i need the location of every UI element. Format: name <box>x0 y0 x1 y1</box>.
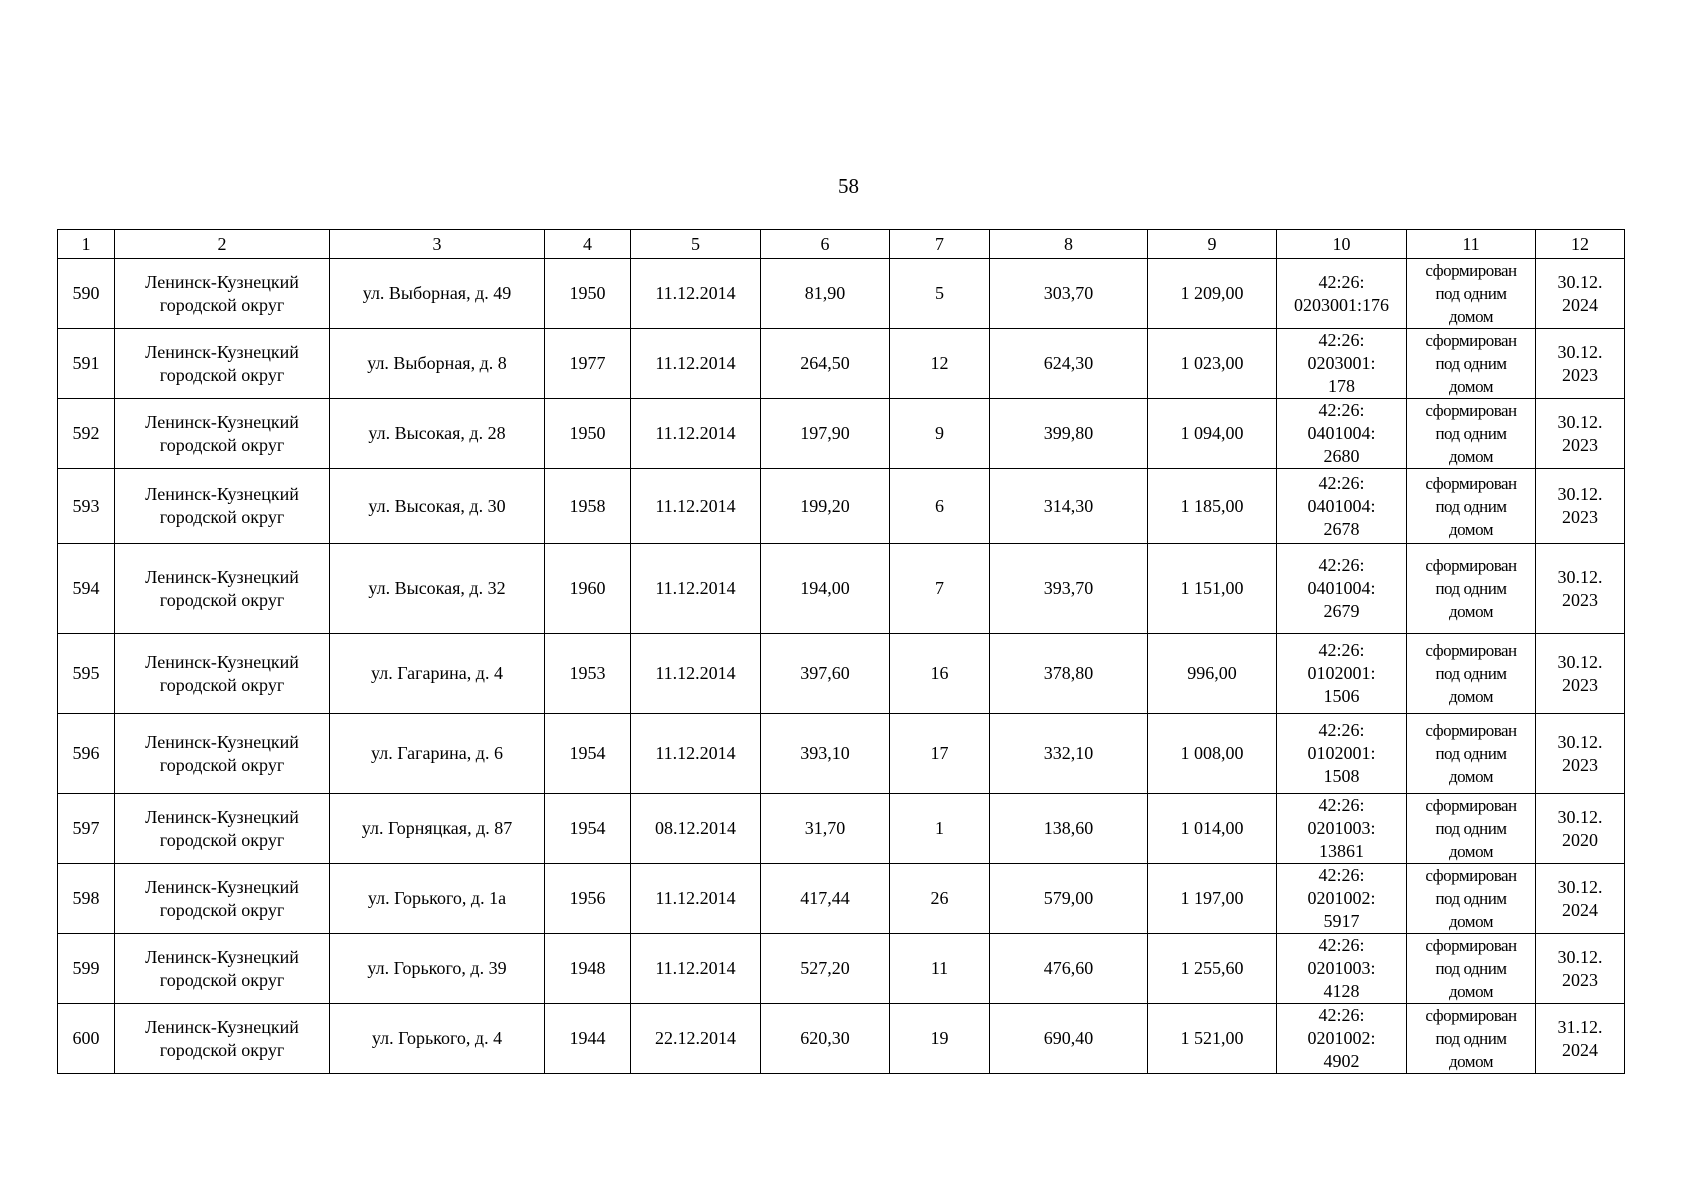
cell-year: 1977 <box>545 329 631 399</box>
cell-row-number: 598 <box>58 864 115 934</box>
cell-district <box>115 259 330 329</box>
cell-year: 1944 <box>545 1004 631 1074</box>
cell-cadastral-number-line: 42:26: <box>1318 935 1365 955</box>
cell-district-line: городской округ <box>159 294 285 315</box>
cell-col-8: 690,40 <box>990 1004 1148 1074</box>
cell-date: 11.12.2014 <box>631 469 761 544</box>
cell-col-7: 17 <box>890 714 990 794</box>
cell-cadastral-number <box>1277 934 1407 1004</box>
cell-status <box>1407 399 1536 469</box>
table-row <box>58 399 1625 469</box>
cell-year: 1953 <box>545 634 631 714</box>
cell-district <box>115 544 330 634</box>
cell-cadastral-number-line: 0201003: <box>1307 818 1376 838</box>
cell-deadline-line: 30.12. <box>1557 484 1603 504</box>
cell-district <box>115 634 330 714</box>
cell-deadline-line: 2023 <box>1562 364 1598 385</box>
cell-deadline-line: 30.12. <box>1557 341 1603 362</box>
cell-col-8: 314,30 <box>990 469 1148 544</box>
column-header-3: 3 <box>330 230 545 259</box>
cell-deadline-line: 30.12. <box>1557 566 1603 587</box>
page-number: 58 <box>838 174 859 198</box>
cell-row-number: 591 <box>58 329 115 399</box>
cell-row-number: 600 <box>58 1004 115 1074</box>
cell-row-number: 595 <box>58 634 115 714</box>
cell-status-line: сформирован <box>1425 936 1517 955</box>
cell-col-9: 1 094,00 <box>1148 399 1277 469</box>
cell-cadastral-number-line: 0201003: <box>1307 958 1376 978</box>
cell-deadline-line: 30.12. <box>1557 876 1603 897</box>
column-header-7: 7 <box>890 230 990 259</box>
cell-col-7: 5 <box>890 259 990 329</box>
cell-deadline <box>1536 714 1625 794</box>
cell-cadastral-number-line: 42:26: <box>1318 400 1365 420</box>
cell-status <box>1407 714 1536 794</box>
cell-district <box>115 329 330 399</box>
cell-col-9: 1 185,00 <box>1148 469 1277 544</box>
cell-status-line: под одним <box>1435 284 1507 303</box>
cell-cadastral-number-line: 2679 <box>1323 601 1360 621</box>
cell-deadline <box>1536 634 1625 714</box>
cell-district-line: Ленинск-Кузнецкий <box>145 411 299 432</box>
cell-district-line: Ленинск-Кузнецкий <box>145 876 299 897</box>
cell-deadline <box>1536 329 1625 399</box>
cell-cadastral-number <box>1277 399 1407 469</box>
cell-deadline <box>1536 794 1625 864</box>
table-row <box>58 1004 1625 1074</box>
cell-col-7: 12 <box>890 329 990 399</box>
cell-date: 11.12.2014 <box>631 259 761 329</box>
cell-district-line: городской округ <box>159 1039 285 1060</box>
cell-date: 11.12.2014 <box>631 329 761 399</box>
cell-status <box>1407 544 1536 634</box>
cell-district-line: городской округ <box>159 899 285 920</box>
cell-status-line: домом <box>1448 377 1494 396</box>
cell-status-line: под одним <box>1435 889 1507 908</box>
cell-status <box>1407 259 1536 329</box>
cell-status <box>1407 864 1536 934</box>
cell-cadastral-number <box>1277 1004 1407 1074</box>
cell-status-line: домом <box>1448 519 1494 539</box>
cell-col-9: 1 014,00 <box>1148 794 1277 864</box>
cell-deadline-line: 30.12. <box>1557 731 1603 752</box>
cell-status <box>1407 634 1536 714</box>
cell-address: ул. Горького, д. 39 <box>330 934 545 1004</box>
cell-district-line: городской округ <box>159 969 285 990</box>
cell-col-8: 138,60 <box>990 794 1148 864</box>
cell-col-9: 1 023,00 <box>1148 329 1277 399</box>
cell-district-line: Ленинск-Кузнецкий <box>145 341 299 362</box>
cell-district-line: городской округ <box>159 364 285 385</box>
cell-district-line: Ленинск-Кузнецкий <box>145 566 299 587</box>
cell-district-line: Ленинск-Кузнецкий <box>145 946 299 967</box>
cell-cadastral-number <box>1277 634 1407 714</box>
cell-col-9: 1 209,00 <box>1148 259 1277 329</box>
cell-cadastral-number-line: 0203001: <box>1307 353 1376 373</box>
cell-col-8: 332,10 <box>990 714 1148 794</box>
cell-row-number: 596 <box>58 714 115 794</box>
cell-district-line: городской округ <box>159 754 285 775</box>
cell-deadline-line: 2024 <box>1562 294 1598 315</box>
cell-col-7: 1 <box>890 794 990 864</box>
cell-cadastral-number <box>1277 794 1407 864</box>
cell-status-line: сформирован <box>1425 1006 1517 1025</box>
cell-status-line: под одним <box>1435 959 1507 978</box>
cell-col-7: 26 <box>890 864 990 934</box>
cell-col-9: 1 197,00 <box>1148 864 1277 934</box>
cell-cadastral-number-line: 4902 <box>1323 1051 1360 1071</box>
column-header-5: 5 <box>631 230 761 259</box>
cell-deadline-line: 2023 <box>1562 507 1598 527</box>
cell-deadline <box>1536 1004 1625 1074</box>
cell-status-line: под одним <box>1435 354 1507 373</box>
cell-col-7: 6 <box>890 469 990 544</box>
cell-cadastral-number-line: 42:26: <box>1318 555 1365 575</box>
cell-col-7: 11 <box>890 934 990 1004</box>
cell-status-line: сформирован <box>1425 401 1517 420</box>
cell-deadline-line: 30.12. <box>1557 271 1603 292</box>
cell-address: ул. Горького, д. 1а <box>330 864 545 934</box>
cell-status <box>1407 469 1536 544</box>
cell-status-line: домом <box>1448 687 1494 706</box>
table-row <box>58 469 1625 544</box>
column-header-1: 1 <box>58 230 115 259</box>
cell-district-line: городской округ <box>159 829 285 850</box>
cell-district <box>115 794 330 864</box>
cell-district-line: Ленинск-Кузнецкий <box>145 1016 299 1037</box>
cell-cadastral-number-line: 42:26: <box>1318 472 1365 493</box>
cell-deadline <box>1536 399 1625 469</box>
cell-district-line: Ленинск-Кузнецкий <box>145 651 299 672</box>
cell-deadline <box>1536 469 1625 544</box>
table-row <box>58 544 1625 634</box>
cell-status <box>1407 329 1536 399</box>
cell-district <box>115 864 330 934</box>
cell-status-line: домом <box>1448 912 1494 931</box>
cell-status-line: домом <box>1448 447 1494 466</box>
cell-deadline-line: 31.12. <box>1557 1016 1603 1037</box>
cell-col-8: 378,80 <box>990 634 1148 714</box>
cell-deadline-line: 2023 <box>1562 754 1598 775</box>
cell-col-8: 624,30 <box>990 329 1148 399</box>
table-row <box>58 794 1625 864</box>
table-row <box>58 934 1625 1004</box>
cell-status-line: под одним <box>1435 1029 1507 1048</box>
table-row <box>58 259 1625 329</box>
cell-col-6: 194,00 <box>761 544 890 634</box>
cell-date: 11.12.2014 <box>631 544 761 634</box>
cell-district <box>115 934 330 1004</box>
cell-col-8: 303,70 <box>990 259 1148 329</box>
cell-col-7: 19 <box>890 1004 990 1074</box>
cell-deadline-line: 2023 <box>1562 674 1598 695</box>
cell-cadastral-number <box>1277 469 1407 544</box>
registry-table <box>57 229 1625 1074</box>
cell-cadastral-number-line: 0201002: <box>1307 1028 1376 1048</box>
cell-cadastral-number-line: 5917 <box>1323 911 1360 931</box>
cell-deadline-line: 2023 <box>1562 969 1598 990</box>
cell-cadastral-number-line: 0401004: <box>1307 578 1376 598</box>
cell-cadastral-number-line: 2680 <box>1323 446 1360 466</box>
cell-address: ул. Высокая, д. 30 <box>330 469 545 544</box>
cell-col-6: 264,50 <box>761 329 890 399</box>
column-header-8: 8 <box>990 230 1148 259</box>
cell-col-8: 393,70 <box>990 544 1148 634</box>
cell-deadline <box>1536 864 1625 934</box>
cell-district-line: Ленинск-Кузнецкий <box>145 731 299 752</box>
cell-deadline-line: 2024 <box>1562 899 1598 920</box>
cell-date: 11.12.2014 <box>631 634 761 714</box>
cell-status-line: сформирован <box>1425 721 1517 740</box>
cell-status-line: под одним <box>1435 664 1507 683</box>
cell-col-6: 393,10 <box>761 714 890 794</box>
cell-cadastral-number-line: 0203001:176 <box>1293 294 1389 315</box>
cell-col-7: 7 <box>890 544 990 634</box>
cell-status-line: сформирован <box>1425 331 1517 350</box>
cell-year: 1950 <box>545 399 631 469</box>
cell-cadastral-number <box>1277 714 1407 794</box>
cell-district <box>115 1004 330 1074</box>
table-body <box>58 259 1625 1074</box>
cell-col-7: 16 <box>890 634 990 714</box>
cell-address: ул. Высокая, д. 28 <box>330 399 545 469</box>
cell-year: 1956 <box>545 864 631 934</box>
cell-row-number: 590 <box>58 259 115 329</box>
cell-date: 11.12.2014 <box>631 399 761 469</box>
column-header-2: 2 <box>115 230 330 259</box>
cell-col-6: 620,30 <box>761 1004 890 1074</box>
cell-year: 1958 <box>545 469 631 544</box>
cell-status <box>1407 934 1536 1004</box>
table-row <box>58 714 1625 794</box>
cell-deadline <box>1536 934 1625 1004</box>
cell-status-line: под одним <box>1435 579 1507 598</box>
cell-status-line: сформирован <box>1425 641 1517 660</box>
cell-status-line: домом <box>1448 767 1494 786</box>
cell-col-6: 81,90 <box>761 259 890 329</box>
cell-status-line: под одним <box>1435 744 1507 763</box>
cell-col-6: 197,90 <box>761 399 890 469</box>
cell-cadastral-number-line: 4128 <box>1323 981 1360 1001</box>
cell-district-line: городской округ <box>159 589 285 610</box>
cell-col-8: 476,60 <box>990 934 1148 1004</box>
cell-deadline-line: 2023 <box>1562 589 1598 610</box>
cell-address: ул. Горького, д. 4 <box>330 1004 545 1074</box>
cell-cadastral-number-line: 42:26: <box>1318 330 1365 350</box>
table-header <box>58 230 1625 259</box>
cell-address: ул. Гагарина, д. 4 <box>330 634 545 714</box>
cell-status-line: под одним <box>1435 496 1507 516</box>
cell-deadline-line: 2024 <box>1562 1039 1598 1060</box>
cell-cadastral-number-line: 1508 <box>1323 766 1360 786</box>
column-header-6: 6 <box>761 230 890 259</box>
cell-date: 22.12.2014 <box>631 1004 761 1074</box>
cell-status-line: под одним <box>1435 424 1507 443</box>
cell-cadastral-number-line: 2678 <box>1323 518 1360 539</box>
cell-status <box>1407 1004 1536 1074</box>
cell-cadastral-number <box>1277 864 1407 934</box>
cell-status-line: сформирован <box>1425 796 1517 815</box>
cell-col-8: 399,80 <box>990 399 1148 469</box>
cell-status-line: сформирован <box>1425 261 1517 280</box>
cell-cadastral-number-line: 42:26: <box>1318 865 1365 885</box>
header-row <box>58 230 1625 259</box>
cell-status-line: сформирован <box>1425 473 1517 493</box>
cell-status-line: домом <box>1448 307 1494 326</box>
cell-col-9: 1 521,00 <box>1148 1004 1277 1074</box>
cell-district <box>115 469 330 544</box>
cell-address: ул. Горняцкая, д. 87 <box>330 794 545 864</box>
cell-cadastral-number-line: 0201002: <box>1307 888 1376 908</box>
cell-cadastral-number-line: 0401004: <box>1307 423 1376 443</box>
cell-cadastral-number <box>1277 329 1407 399</box>
cell-deadline-line: 2020 <box>1562 829 1598 850</box>
cell-deadline-line: 30.12. <box>1557 651 1603 672</box>
cell-col-7: 9 <box>890 399 990 469</box>
cell-col-9: 996,00 <box>1148 634 1277 714</box>
column-header-4: 4 <box>545 230 631 259</box>
cell-status-line: под одним <box>1435 819 1507 838</box>
cell-status-line: домом <box>1448 982 1494 1001</box>
cell-district-line: Ленинск-Кузнецкий <box>145 271 299 292</box>
cell-cadastral-number-line: 178 <box>1328 376 1355 396</box>
cell-deadline <box>1536 544 1625 634</box>
cell-year: 1954 <box>545 794 631 864</box>
cell-deadline-line: 30.12. <box>1557 411 1603 432</box>
cell-col-8: 579,00 <box>990 864 1148 934</box>
cell-cadastral-number-line: 42:26: <box>1318 271 1365 292</box>
cell-col-6: 417,44 <box>761 864 890 934</box>
cell-row-number: 592 <box>58 399 115 469</box>
column-header-9: 9 <box>1148 230 1277 259</box>
cell-cadastral-number <box>1277 544 1407 634</box>
cell-date: 08.12.2014 <box>631 794 761 864</box>
cell-address: ул. Гагарина, д. 6 <box>330 714 545 794</box>
cell-address: ул. Выборная, д. 49 <box>330 259 545 329</box>
cell-status-line: домом <box>1448 842 1494 861</box>
cell-col-9: 1 008,00 <box>1148 714 1277 794</box>
cell-district-line: Ленинск-Кузнецкий <box>145 806 299 827</box>
cell-year: 1948 <box>545 934 631 1004</box>
cell-district-line: Ленинск-Кузнецкий <box>145 484 299 504</box>
cell-deadline-line: 30.12. <box>1557 806 1603 827</box>
cell-col-6: 527,20 <box>761 934 890 1004</box>
cell-address: ул. Высокая, д. 32 <box>330 544 545 634</box>
table-row <box>58 864 1625 934</box>
cell-date: 11.12.2014 <box>631 714 761 794</box>
cell-col-9: 1 255,60 <box>1148 934 1277 1004</box>
column-header-12: 12 <box>1536 230 1625 259</box>
cell-status-line: домом <box>1448 602 1494 621</box>
table-row <box>58 634 1625 714</box>
cell-deadline-line: 2023 <box>1562 434 1598 455</box>
cell-district-line: городской округ <box>159 507 285 527</box>
cell-year: 1954 <box>545 714 631 794</box>
cell-status-line: сформирован <box>1425 866 1517 885</box>
cell-col-6: 397,60 <box>761 634 890 714</box>
cell-district <box>115 399 330 469</box>
cell-status-line: домом <box>1448 1052 1494 1071</box>
cell-cadastral-number <box>1277 259 1407 329</box>
cell-district-line: городской округ <box>159 434 285 455</box>
cell-date: 11.12.2014 <box>631 864 761 934</box>
cell-date: 11.12.2014 <box>631 934 761 1004</box>
cell-cadastral-number-line: 0102001: <box>1307 663 1376 683</box>
cell-row-number: 594 <box>58 544 115 634</box>
cell-district-line: городской округ <box>159 674 285 695</box>
cell-col-9: 1 151,00 <box>1148 544 1277 634</box>
cell-address: ул. Выборная, д. 8 <box>330 329 545 399</box>
cell-col-6: 31,70 <box>761 794 890 864</box>
cell-row-number: 597 <box>58 794 115 864</box>
column-header-11: 11 <box>1407 230 1536 259</box>
cell-deadline-line: 30.12. <box>1557 946 1603 967</box>
column-header-10: 10 <box>1277 230 1407 259</box>
cell-cadastral-number-line: 1506 <box>1323 686 1360 706</box>
cell-cadastral-number-line: 42:26: <box>1318 795 1365 815</box>
table-row <box>58 329 1625 399</box>
cell-cadastral-number-line: 42:26: <box>1318 1005 1365 1025</box>
cell-status-line: сформирован <box>1425 556 1517 575</box>
cell-row-number: 599 <box>58 934 115 1004</box>
cell-year: 1950 <box>545 259 631 329</box>
cell-cadastral-number-line: 13861 <box>1319 841 1364 861</box>
cell-deadline <box>1536 259 1625 329</box>
cell-col-6: 199,20 <box>761 469 890 544</box>
cell-status <box>1407 794 1536 864</box>
cell-cadastral-number-line: 0102001: <box>1307 743 1376 763</box>
cell-cadastral-number-line: 42:26: <box>1318 720 1365 740</box>
cell-cadastral-number-line: 42:26: <box>1318 640 1365 660</box>
cell-district <box>115 714 330 794</box>
cell-cadastral-number-line: 0401004: <box>1307 495 1376 516</box>
cell-year: 1960 <box>545 544 631 634</box>
cell-row-number: 593 <box>58 469 115 544</box>
